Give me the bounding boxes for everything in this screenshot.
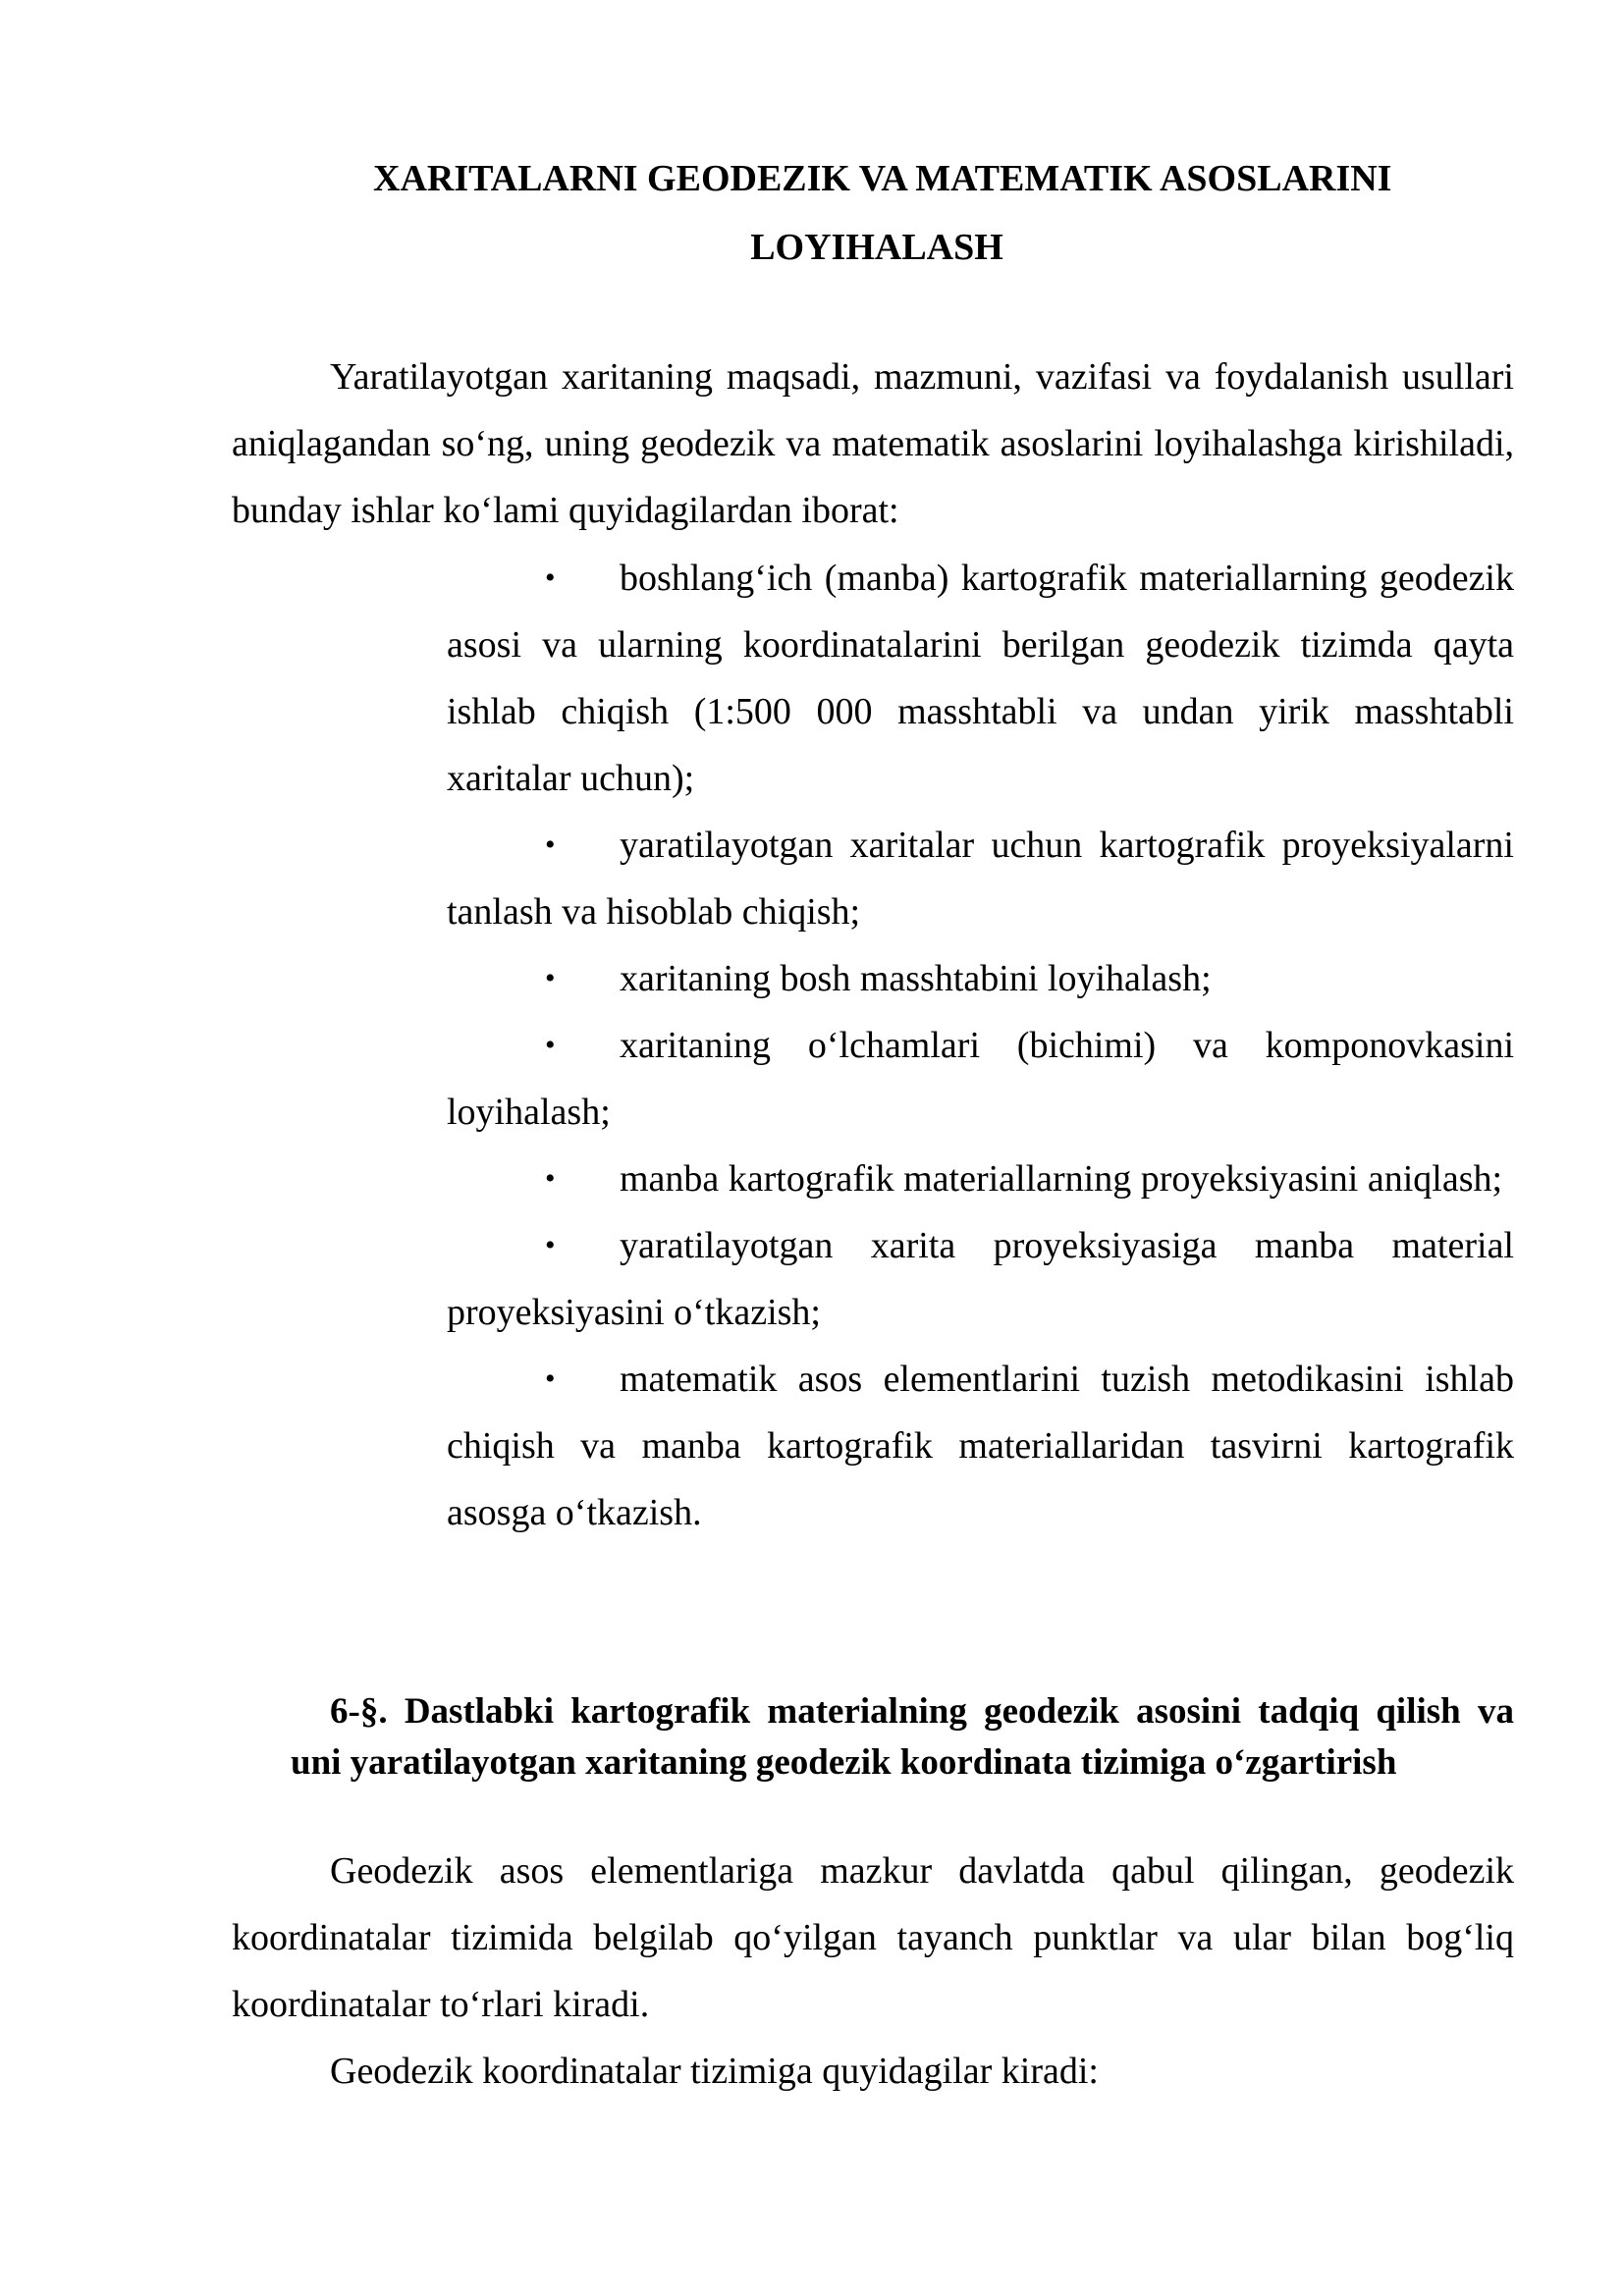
list-item (447, 1212, 1514, 1346)
list-item (447, 1146, 1514, 1212)
list-item-text: boshlang‘ich (manba) kartografik materiallarning geodezik asosi va ularning koordinatalarini berilgan geodezik tizimda qayta ishlab chiqish (1:500 000 masshtabli va undan yirik masshtabli xaritalar uchun); (447, 558, 1514, 799)
coordinate-system-paragraph: Geodezik koordinatalar tizimiga quyidagilar kiradi: (330, 2051, 1099, 2092)
bullet-icon: • (545, 962, 556, 994)
bullet-icon: • (545, 828, 556, 861)
list-item-text: manba kartografik materiallarning proyeksiyasini aniqlash; (620, 1158, 1503, 1200)
bullet-icon: • (545, 1029, 556, 1061)
document-title-line2: LOYIHALASH (750, 227, 1003, 268)
list-item (447, 1012, 1514, 1146)
bullet-icon: • (545, 1362, 556, 1395)
intro-paragraph: Yaratilayotgan xaritaning maqsadi, mazmuni, vazifasi va foydalanish usullari aniqlagandan so‘ng, uning geodezik va matematik asoslarini loyihalashga kirishiladi, bunday ishlar ko‘lami quyidagilardan iborat: (232, 356, 1514, 531)
list-item (447, 945, 1514, 1012)
list-item (447, 812, 1514, 945)
bullet-icon: • (545, 561, 556, 594)
list-item-text: xaritaning o‘lchamlari (bichimi) va komponovkasini loyihalash; (447, 1025, 1514, 1133)
list-item-text: matematik asos elementlarini tuzish metodikasini ishlab chiqish va manba kartografik materiallaridan tasvirni kartografik asosga o‘tkazish. (447, 1359, 1514, 1533)
list-item-text: yaratilayotgan xarita proyeksiyasiga manba material proyeksiyasini o‘tkazish; (447, 1225, 1514, 1333)
geodetic-elements-paragraph: Geodezik asos elementlariga mazkur davlatda qabul qilingan, geodezik koordinatalar tizimida belgilab qo‘yilgan tayanch punktlar va ular bilan bog‘liq koordinatalar to‘rlari kiradi. (232, 1850, 1514, 2025)
bullet-icon: • (545, 1162, 556, 1195)
list-item (447, 1346, 1514, 1546)
bullet-icon: • (545, 1229, 556, 1261)
list-item (447, 545, 1514, 812)
work-scope-list (447, 545, 1514, 1546)
section-heading (232, 1686, 1514, 1789)
list-item-text: xaritaning bosh masshtabini loyihalash; (620, 958, 1212, 999)
list-item-text: yaratilayotgan xaritalar uchun kartografik proyeksiyalarni tanlash va hisoblab chiqish; (447, 825, 1514, 933)
section-heading-line2: uni yaratilayotgan xaritaning geodezik koordinata tizimiga o‘zgartirish (291, 1742, 1397, 1783)
section-heading-line1: 6-§. Dastlabki kartografik materialning geodezik asosini tadqiq qilish va (330, 1691, 1514, 1732)
document-title-line1: XARITALARNI GEODEZIK VA MATEMATIK ASOSLARINI (373, 158, 1392, 199)
